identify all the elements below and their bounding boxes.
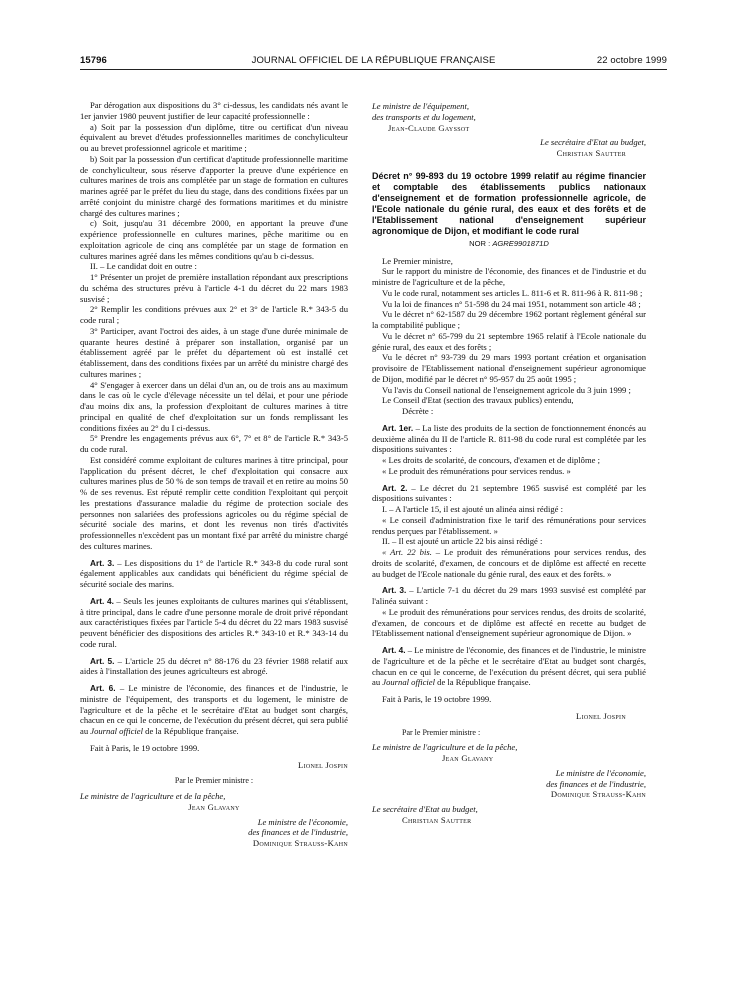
- paragraph: Vu le code rural, notamment ses articles L. 811-6 et R. 811-96 à R. 811-98 ;: [382, 287, 643, 298]
- article-1: Art. 1er. – La liste des produits de la section de fonctionnement énoncés au deuxième alinéa du II de l'article R. 811-98 du code rural est complétée par les dispositions suivantes :: [372, 422, 646, 455]
- article-label: Art. 4.: [90, 595, 114, 606]
- article-6: Art. 6. – Le ministre de l'économie, des finances et de l'industrie, le ministre de l'équipement, des transports et du logement, le ministre de l'agriculture et de la pêche et le secrétaire d'Etat au budget sont chargés, chacun en ce qui le concerne, de l'exécution du présent décret, qui sera publié au Journal officiel de la République française.: [80, 683, 348, 736]
- left-column: [80, 100, 348, 849]
- paragraph: « Art. 22 bis. – Le produit des rémunérations pour services rendus, des droits de scolarité, d'examen, de concours et de diplôme est affecté en recette au budget de l'Ecole nationale du génie rural, des eaux et des forêts. »: [372, 547, 646, 579]
- article-5: Art. 5. – L'article 25 du décret n° 88-176 du 23 février 1988 relatif aux aides à l'installation des jeunes agriculteurs est abrogé.: [80, 655, 348, 677]
- secretary-signature: Le secrétaire d'Etat au budget, Christian Sautter: [540, 137, 646, 158]
- paragraph: « Le produit des rémunérations pour services rendus, des droits de scolarité, d'examen, de concours et de diplôme est affecté en recette au budget de l'Etablissement national d'enseignement supérieur agronomique de Dijon. »: [372, 606, 646, 639]
- article-label: Art. 3.: [382, 585, 407, 596]
- paragraph: 5° Prendre les engagements prévus aux 6°, 7° et 8° de l'article R.* 343-5 du code rural.: [80, 433, 348, 454]
- paragraph: Est considéré comme exploitant de cultures marines à titre principal, pour l'application du présent décret, le chef d'exploitation qui consacre aux cultures marines plus de 50 % de son temps de travail et en retire au moins 50 % de ses revenus. Est réputé remplir cette condition l'exploitant qui perçoit les prestations d'assurance maladie du régime de protection sociale des personnes non salariées des professions agricoles ou du régime spécial de sécurité sociale des marins, et dont les revenus non tirés d'activités professionnelles n'excèdent pas un montant fixé par arrêté du ministre chargé des cultures marines.: [80, 454, 348, 551]
- signature-block: [372, 711, 646, 722]
- paragraph: 3° Participer, avant l'octroi des aides, à un stage d'une durée minimale de quarante heures destiné à préparer son installation, organisé par un établissement agréé par le préfet du département où est installé cet établissement, dans des conditions fixées par un arrêté du ministre chargé des cultures marines ;: [80, 325, 348, 379]
- article-label: Art. 2.: [382, 482, 408, 493]
- signatory-name: Lionel Jospin: [576, 710, 626, 721]
- nor-reference: NOR : AGRE9901871D: [469, 238, 549, 248]
- paragraph: Sur le rapport du ministre de l'économie, des finances et de l'industrie et du ministre de l'agriculture et de la pêche,: [372, 266, 646, 287]
- paragraph: Vu l'avis du Conseil national de l'enseignement agricole du 3 juin 1999 ;: [382, 384, 631, 395]
- paragraph: II. – Il est ajouté un article 22 bis ainsi rédigé :: [382, 536, 543, 547]
- article-2: Art. 2. – Le décret du 21 septembre 1965 susvisé est complété par les dispositions suivantes :: [372, 482, 647, 504]
- done-at: Fait à Paris, le 19 octobre 1999.: [382, 694, 492, 704]
- page-number: 15796: [80, 55, 107, 66]
- article-4: Art. 4. – Seuls les jeunes exploitants de cultures marines qui s'établissent, à titre principal, dans le cadre d'une personne morale de droit privé répondant aux caractéristiques fixées par l'article 5-4 du décret du 22 mars 1983 susvisé peuvent bénéficier des dispositions des articles R.* 343-10 et R.* 343-14 du code rural.: [80, 595, 349, 649]
- article-4: Art. 4. – Le ministre de l'économie, des finances et de l'industrie, le ministre de l'agriculture et de la pêche et le secrétaire d'Etat au budget sont chargés, chacun en ce qui le concerne, de l'exécution du présent décret, qui sera publié au Journal officiel de la République française.: [372, 645, 647, 688]
- paragraph: 2° Remplir les conditions prévues aux 2° et 3° de l'article R.* 343-5 du code rural ;: [80, 304, 348, 325]
- paragraph: 1° Présenter un projet de première installation répondant aux prescriptions du schéma des structures prévu à l'article 4-1 du décret du 22 mars 1983 susvisé ;: [80, 272, 348, 304]
- minister-signature: Le ministre de l'économie, des finances et de l'industrie, Dominique Strauss-Kahn: [248, 816, 348, 848]
- paragraph: Vu la loi de finances n° 51-598 du 24 mai 1951, notamment son article 48 ;: [382, 298, 641, 309]
- article-3: Art. 3. – Les dispositions du 1° de l'article R.* 343-8 du code rural sont également applicables aux candidats qui bénéficient du régime spécial de sécurité sociale des marins.: [80, 557, 348, 589]
- header-rule: [80, 69, 667, 70]
- paragraph: Par dérogation aux dispositions du 3° ci-dessus, les candidats nés avant le 1er janvier 1980 peuvent justifier de leur capacité professionnelle :: [80, 100, 348, 121]
- decree-title: Décret n° 99-893 du 19 octobre 1999 relatif au régime financier et comptable des établissements publics nationaux d'enseignement et de formation professionnelle agricole, de l'Ecole nationale du génie rural, des eaux et des forêts et de l'Etablissement national d'enseignement supérieur agronomique de Dijon, et modifiant le code rural: [372, 170, 646, 236]
- done-at: Fait à Paris, le 19 octobre 1999.: [90, 742, 200, 753]
- paragraph: I. – A l'article 15, il est ajouté un alinéa ainsi rédigé :: [382, 504, 564, 514]
- paragraph: « Le produit des rémunérations pour services rendus. »: [382, 465, 571, 476]
- paragraph: b) Soit par la possession d'un certificat d'aptitude professionnelle maritime de conchyliculteur, sous réserve d'apporter la preuve d'une expérience en cultures marines de trois ans complétée par un stage de formation en cultures marines agréé par le préfet du lieu du stage, dans des conditions fixées par un arrêté conjoint du ministre chargé des formations maritimes et du ministre chargé des cultures marines ;: [80, 153, 348, 218]
- signatory-name: Lionel Jospin: [298, 759, 348, 770]
- signature-block: [80, 760, 348, 771]
- paragraph: Le Premier ministre,: [382, 255, 453, 266]
- article-label: Art. 6.: [90, 683, 116, 693]
- article-label: Art. 4.: [382, 645, 406, 655]
- journal-title: JOURNAL OFFICIEL DE LA RÉPUBLIQUE FRANÇAISE: [251, 55, 496, 66]
- publication-date: 22 octobre 1999: [596, 55, 667, 66]
- article-3: Art. 3. – L'article 7-1 du décret du 29 mars 1993 susvisé est complété par l'alinéa suivant :: [372, 585, 646, 606]
- paragraph: II. – Le candidat doit en outre :: [90, 261, 197, 272]
- paragraph: 4° S'engager à exercer dans un délai d'un an, ou de trois ans au maximum dans le cas où le cycle d'élevage nécessite un tel délai, et pour une période d'au moins dix ans, la profession d'exploitant de cultures marines à titre principal en qualité de chef d'exploitation sur un fonds remplissant les conditions fixées au 2° du I ci-dessus.: [80, 379, 348, 433]
- minister-signature: Le ministre de l'économie, des finances et de l'industrie, Dominique Strauss-Kahn: [546, 767, 646, 800]
- right-column: [372, 101, 646, 826]
- premier-label: Par le Premier ministre :: [174, 776, 254, 786]
- secretary-signature: Le secrétaire d'Etat au budget, Christian Sautter: [372, 804, 478, 825]
- minister-signature: Le ministre de l'équipement, des transports et du logement, Jean-Claude Gayssot: [372, 101, 476, 133]
- minister-signature: Le ministre de l'agriculture et de la pêche, Jean Glavany: [372, 742, 518, 763]
- paragraph: Vu le décret n° 93-739 du 29 mars 1993 portant création et organisation provisoire de l'Etablissement national d'enseignement supérieur agronomique de Dijon, modifié par le décret n° 95-957 du 25 août 1995 ;: [372, 352, 646, 384]
- article-label: Art. 3.: [90, 557, 115, 568]
- page-header: [80, 55, 667, 69]
- paragraph: Vu le décret n° 65-799 du 21 septembre 1965 relatif à l'Ecole nationale du génie rural, des eaux et des forêts ;: [372, 330, 646, 352]
- article-label: Art. 1er.: [382, 422, 414, 433]
- decrete: Décrète :: [402, 406, 434, 416]
- paragraph: Vu le décret n° 62-1587 du 29 décembre 1962 portant règlement général sur la comptabilité publique ;: [372, 309, 646, 330]
- premier-label: Par le Premier ministre :: [402, 727, 481, 737]
- article-label: Art. 5.: [90, 655, 115, 666]
- paragraph: a) Soit par la possession d'un diplôme, titre ou certificat d'un niveau équivalent au brevet d'études professionnelles maritimes de conchyliculteur ou au brevet professionnel agricole et maritime ;: [80, 121, 348, 153]
- paragraph: « Le conseil d'administration fixe le tarif des rémunérations pour services rendus perçues par l'établissement. »: [372, 514, 646, 536]
- paragraph: « Les droits de scolarité, de concours, d'examen et de diplôme ;: [382, 455, 600, 465]
- minister-signature: Le ministre de l'agriculture et de la pêche, Jean Glavany: [80, 791, 240, 812]
- paragraph: c) Soit, jusqu'au 31 décembre 2000, en apportant la preuve d'une expérience professionnelle en cultures marines, pêche maritime ou en exploitation agricole de cinq ans complétée par un stage de formation en cultures marines agréé dans les mêmes conditions qu'au b ci-dessus.: [80, 218, 348, 261]
- paragraph: Le Conseil d'Etat (section des travaux publics) entendu,: [382, 395, 574, 406]
